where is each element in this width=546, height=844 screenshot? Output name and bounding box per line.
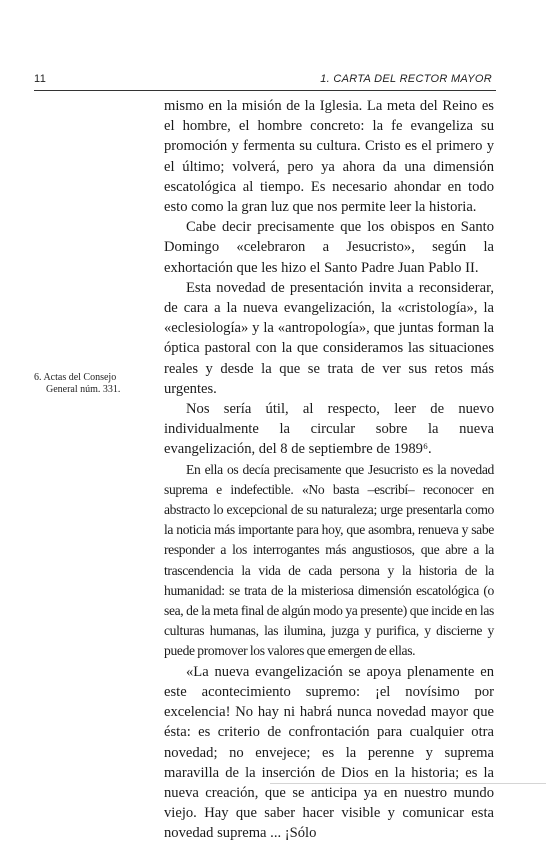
- running-head: 1. CARTA DEL RECTOR MAYOR: [320, 73, 492, 85]
- footnote-line-2: General núm. 331.: [46, 384, 121, 395]
- footnote-line-1: 6. Actas del Consejo: [34, 372, 117, 383]
- paragraph-3: Esta novedad de presentación invita a reconsiderar, de cara a la nueva evangelización, la «cristología», la «eclesiología» y la «antropología», que juntas forman la óptica pastoral con la que consideramos las situaciones reales y desde la que se trata de ver sus retos más urgentes.: [164, 279, 494, 397]
- paragraph-6: «La nueva evangelización se apoya plenamente en este acontecimiento supremo: ¡el novísimo por excelencia! No hay ni habrá nunca novedad mayor que ésta: es criterio de confrontación para cualquier otra novedad; no envejece; es la perenne y suprema maravilla de la inserción de Dios en la historia; es la nueva creación, que se anticipa ya en nuestro mundo viejo. Hay que saber hacer visible y comunicar esta novedad suprema ... ¡Sólo: [164, 663, 494, 842]
- header-rule: [34, 90, 496, 91]
- body-text: [164, 96, 494, 844]
- paragraph-4: Nos sería útil, al respecto, leer de nuevo individualmente la circular sobre la nueva evangelización, del 8 de septiembre de 1989⁶.: [164, 401, 494, 458]
- bottom-rule: [270, 783, 546, 784]
- paragraph-2: Cabe decir precisamente que los obispos en Santo Domingo «celebraron a Jesucristo», según la exhortación que les hizo el Santo Padre Juan Pablo II.: [164, 219, 494, 276]
- page-number: 11: [34, 73, 47, 85]
- paragraph-1: mismo en la misión de la Iglesia. La meta del Reino es el hombre, el hombre concreto: la fe evangeliza su promoción y fermenta su cultura. Cristo es el primero y el último; volverá, pero ya ahora da una dimensión escatológica al tiempo. Es necesario ahondar en todo esto como la gran luz que nos permite leer la historia.: [164, 98, 494, 216]
- footnote: [34, 372, 156, 396]
- paragraph-5: En ella os decía precisamente que Jesucristo es la novedad suprema e indefectible. «No basta –escribí– reconocer en abstracto lo excepcional de su naturaleza; urge presentarla como la noticia más importante para hoy, que asombra, renueva y sabe responder a los interrogantes más angustiosos, que abre a la trascendencia la vida de cada persona y la historia de la humanidad: se trata de la misteriosa dimensión escatológica (o sea, de la meta final de algún modo ya presente) que incide en las culturas humanas, las ilumina, juzga y purifica, y discierne y puede promover los valores que emergen de ellas.: [164, 461, 494, 659]
